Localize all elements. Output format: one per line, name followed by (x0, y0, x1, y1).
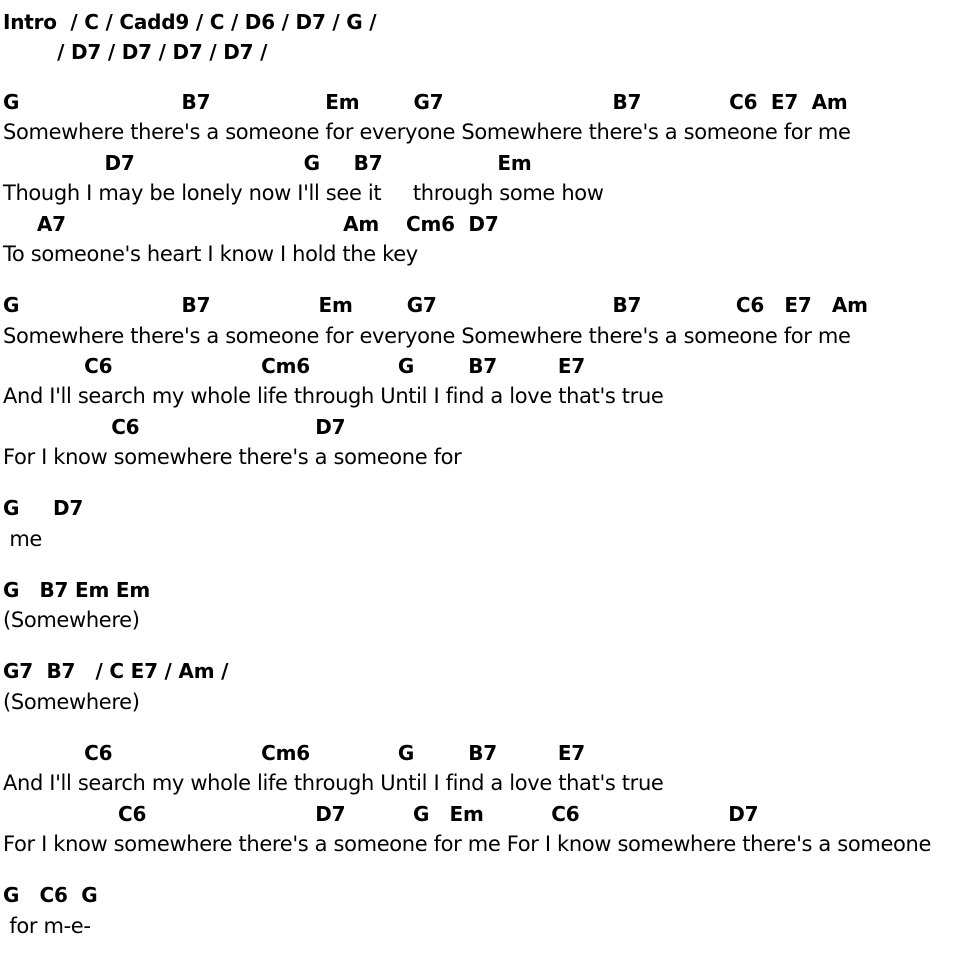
lyric-line: For I know somewhere there's a someone for me For I know somewhere there's a someone (3, 832, 932, 856)
chord-line: G D7 (3, 496, 84, 520)
lyric-line: (Somewhere) (3, 690, 140, 714)
chord-line: C6 D7 G Em C6 D7 (3, 802, 759, 826)
chord-line: G C6 G (3, 883, 98, 907)
chord-line: G7 B7 / C E7 / Am / (3, 659, 229, 683)
chord-line: D7 G B7 Em (3, 151, 532, 175)
lyric-line: And I'll search my whole life through Until I find a love that's true (3, 384, 664, 408)
chord-line: G B7 Em G7 B7 C6 E7 Am (3, 90, 848, 114)
lyric-line: me (3, 527, 43, 551)
chord-line: G B7 Em G7 B7 C6 E7 Am (3, 293, 868, 317)
lyric-line: To someone's heart I know I hold the key (3, 242, 418, 266)
lyric-line: (Somewhere) (3, 608, 140, 632)
chord-line: G B7 Em Em (3, 578, 150, 602)
intro-chord-line: / D7 / D7 / D7 / D7 / (3, 40, 268, 64)
chord-line: A7 Am Cm6 D7 (3, 212, 499, 236)
lyric-line: And I'll search my whole life through Until I find a love that's true (3, 771, 664, 795)
intro-chord-line: Intro / C / Cadd9 / C / D6 / D7 / G / (3, 10, 377, 34)
lyric-line: for m-e- (3, 914, 91, 938)
chord-line: C6 D7 (3, 415, 346, 439)
lyric-line: Though I may be lonely now I'll see it through some how (3, 181, 604, 205)
lyric-line: For I know somewhere there's a someone for (3, 445, 462, 469)
lyric-line: Somewhere there's a someone for everyone Somewhere there's a someone for me (3, 120, 851, 144)
chord-line: C6 Cm6 G B7 E7 (3, 354, 586, 378)
chord-line: C6 Cm6 G B7 E7 (3, 741, 586, 765)
lyric-line: Somewhere there's a someone for everyone Somewhere there's a someone for me (3, 324, 851, 348)
